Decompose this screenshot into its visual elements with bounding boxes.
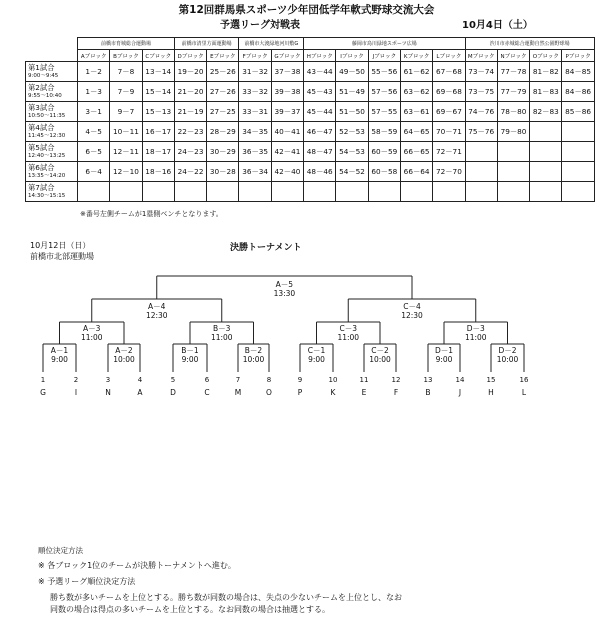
matchup-cell: 63－62	[400, 82, 432, 102]
first-round-match	[369, 346, 391, 364]
seed-number: 5	[170, 376, 176, 384]
matchup-cell: 27－26	[207, 82, 239, 102]
first-round-match	[497, 346, 519, 364]
seed-number: 11	[359, 376, 369, 384]
matchup-cell: 27－25	[207, 102, 239, 122]
matchup-cell: 81－83	[530, 82, 562, 102]
seed-team: P	[297, 388, 303, 397]
game-label: 第7試合	[28, 182, 55, 192]
matchup-cell: 60－58	[368, 162, 400, 182]
seed-number: 12	[391, 376, 401, 384]
game-label: 第3試合	[28, 102, 55, 112]
block-header: Oブロック	[530, 50, 562, 62]
ranking-rule-3: 勝ち数が多いチームを上位とする。勝ち数が同数の場合は、失点の少ないチームを上位とし、なお	[50, 593, 402, 602]
matchup-cell: 4－5	[78, 122, 110, 142]
matchup-cell: 30－29	[207, 142, 239, 162]
seed-team: J	[458, 388, 462, 397]
matchup-cell: 69－68	[433, 82, 465, 102]
seed-team: H	[488, 388, 494, 397]
matchup-cell: 79－80	[497, 122, 529, 142]
matchup-cell: 64－65	[400, 122, 432, 142]
matchup-cell: 54－52	[336, 162, 368, 182]
match-time: 12:30	[145, 311, 168, 320]
first-round-match	[308, 346, 326, 364]
seed-team: N	[105, 388, 111, 397]
seed-number: 7	[235, 376, 241, 384]
matchup-cell: 19－20	[174, 62, 206, 82]
venue-header: 前橋市大渡緑地河川敷G	[239, 38, 304, 50]
matchup-cell: 45－44	[304, 102, 336, 122]
seed-number: 9	[297, 376, 303, 384]
venue-header: 渋川市赤城総合運動自然公園野球場	[465, 38, 594, 50]
game-time: 9:00～9:45	[28, 72, 59, 79]
match-time: 11:00	[210, 333, 233, 342]
matchup-cell: 75－76	[465, 122, 497, 142]
matchup-cell: 58－59	[368, 122, 400, 142]
matchup-cell: 60－59	[368, 142, 400, 162]
document-title: 第12回群馬県スポーツ少年団低学年軟式野球交流大会	[178, 4, 435, 16]
matchup-cell: 55－56	[368, 62, 400, 82]
matchup-cell: 31－32	[239, 62, 271, 82]
matchup-cell: 39－37	[271, 102, 303, 122]
seed-number: 13	[423, 376, 433, 384]
matchup-cell: 46－47	[304, 122, 336, 142]
tournament-title: 決勝トーナメント	[230, 243, 302, 253]
semifinal-match	[401, 302, 423, 320]
matchup-cell: 15－14	[142, 82, 174, 102]
matchup-cell: 52－53	[336, 122, 368, 142]
matchup-cell: 21－19	[174, 102, 206, 122]
matchup-cell: 15－13	[142, 102, 174, 122]
match-time: 10:00	[242, 355, 265, 364]
match-label: B－1	[181, 346, 199, 355]
first-round-match	[243, 346, 265, 364]
seed-number: 1	[40, 376, 46, 384]
venue-header: 藤岡市鳥川緑地スポーツ広場	[304, 38, 465, 50]
match-time: 9:00	[308, 355, 325, 364]
game-label: 第1試合	[28, 62, 55, 72]
block-header: Nブロック	[497, 50, 529, 62]
matchup-cell: 13－14	[142, 62, 174, 82]
quarterfinal-match	[337, 324, 359, 342]
seed-number: 4	[137, 376, 143, 384]
matchup-cell: 74－76	[465, 102, 497, 122]
matchup-cell: 81－82	[530, 62, 562, 82]
matchup-cell: 22－23	[174, 122, 206, 142]
seed-team: M	[234, 388, 242, 397]
block-header: Pブロック	[562, 50, 594, 62]
seed-number: 3	[105, 376, 111, 384]
seed-team: F	[393, 388, 399, 397]
quarterfinal-match	[81, 324, 103, 342]
seed-team: O	[266, 388, 272, 397]
block-header: Lブロック	[433, 50, 465, 62]
matchup-cell: 16－17	[142, 122, 174, 142]
match-time: 11:00	[337, 333, 360, 342]
seed-number: 8	[266, 376, 272, 384]
match-label: C－3	[339, 324, 357, 333]
game-time: 12:40～13:25	[28, 152, 66, 159]
matchup-cell: 33－32	[239, 82, 271, 102]
matchup-cell: 57－55	[368, 102, 400, 122]
matchup-cell: 18－16	[142, 162, 174, 182]
first-round-match	[181, 346, 198, 364]
matchup-cell: 66－64	[400, 162, 432, 182]
venue-header: 前橋市清里方面運動場	[174, 38, 239, 50]
matchup-cell: 70－71	[433, 122, 465, 142]
match-time: 10:00	[113, 355, 135, 364]
block-header: Bブロック	[110, 50, 142, 62]
matchup-cell: 40－41	[271, 122, 303, 142]
matchup-cell: 61－62	[400, 62, 432, 82]
seed-team: K	[330, 388, 336, 397]
quarterfinal-match	[211, 324, 233, 342]
matchup-cell: 72－70	[433, 162, 465, 182]
block-header: Kブロック	[400, 50, 432, 62]
game-time: 13:35～14:20	[28, 172, 66, 179]
block-header: Mブロック	[465, 50, 497, 62]
ranking-rule-1: ※ 各ブロック1位のチームが決勝トーナメントへ進む。	[38, 561, 236, 570]
block-header: Hブロック	[304, 50, 336, 62]
matchup-cell: 77－79	[497, 82, 529, 102]
match-label: C－2	[371, 346, 389, 355]
matchup-cell: 51－50	[336, 102, 368, 122]
matchup-cell: 45－43	[304, 82, 336, 102]
game-time: 10:50～11:35	[28, 112, 66, 119]
seed-team: C	[204, 388, 210, 397]
match-label: D－2	[498, 346, 517, 355]
matchup-cell: 42－40	[271, 162, 303, 182]
matchup-cell: 84－85	[562, 62, 594, 82]
game-time: 11:45～12:30	[28, 132, 66, 139]
document-subtitle: 予選リーグ対戦表	[220, 20, 300, 31]
seed-team: I	[74, 388, 78, 397]
match-time: 12:30	[401, 311, 423, 320]
match-time: 11:00	[80, 333, 103, 342]
matchup-cell: 66－65	[400, 142, 432, 162]
matchup-cell: 85－86	[562, 102, 594, 122]
matchup-cell: 36－35	[239, 142, 271, 162]
matchup-cell: 9－7	[110, 102, 142, 122]
match-label: D－1	[434, 346, 454, 355]
matchup-cell: 6－5	[78, 142, 110, 162]
matchup-cell: 25－26	[207, 62, 239, 82]
matchup-cell: 33－31	[239, 102, 271, 122]
matchup-cell: 6－4	[78, 162, 110, 182]
match-label: C－1	[307, 346, 326, 355]
matchup-cell: 49－50	[336, 62, 368, 82]
block-header: Jブロック	[368, 50, 400, 62]
block-header: Iブロック	[336, 50, 368, 62]
match-label: A－2	[115, 346, 133, 355]
matchup-cell: 69－67	[433, 102, 465, 122]
matchup-cell: 21－20	[174, 82, 206, 102]
block-header: Dブロック	[174, 50, 206, 62]
matchup-cell: 37－38	[271, 62, 303, 82]
matchup-cell: 7－8	[110, 62, 142, 82]
tournament-date: 10月12日（日）	[30, 241, 91, 250]
ranking-rule-2: ※ 予選リーグ順位決定方法	[38, 577, 136, 586]
game-label: 第5試合	[28, 142, 55, 152]
bench-note: ※番号左側チームが1塁側ベンチとなります。	[80, 210, 223, 218]
match-label: A－5	[275, 280, 294, 289]
seed-number: 16	[519, 376, 529, 384]
matchup-cell: 43－44	[304, 62, 336, 82]
match-time: 9:00	[435, 355, 453, 364]
matchup-cell: 24－22	[174, 162, 206, 182]
match-time: 10:00	[369, 355, 391, 364]
ranking-title: 順位決定方法	[38, 546, 83, 555]
matchup-cell: 28－29	[207, 122, 239, 142]
matchup-cell: 12－11	[110, 142, 142, 162]
ranking-rule-4: 同数の場合は得点の多いチームを上位とする。なお同数の場合は抽選とする。	[50, 605, 330, 614]
matchup-cell: 72－71	[433, 142, 465, 162]
seed-team: B	[425, 388, 431, 397]
block-header: Cブロック	[142, 50, 174, 62]
matchup-cell: 54－53	[336, 142, 368, 162]
seed-number: 10	[328, 376, 338, 384]
seed-number: 6	[204, 376, 210, 384]
matchup-cell: 84－86	[562, 82, 594, 102]
match-time: 9:00	[181, 355, 199, 364]
matchup-cell: 1－2	[78, 62, 110, 82]
seed-team: G	[40, 388, 46, 397]
matchup-cell: 73－74	[465, 62, 497, 82]
block-header: Gブロック	[271, 50, 303, 62]
block-header: Fブロック	[239, 50, 271, 62]
quarterfinal-match	[465, 324, 487, 342]
matchup-cell: 82－83	[530, 102, 562, 122]
matchup-cell: 34－35	[239, 122, 271, 142]
match-label: A－1	[50, 346, 69, 355]
tournament-place: 前橋市北部運動場	[30, 252, 94, 261]
matchup-cell: 77－78	[497, 62, 529, 82]
match-label: B－3	[213, 324, 231, 333]
matchup-cell: 12－10	[110, 162, 142, 182]
venue-header: 前橋市育城総合運動場	[78, 38, 175, 50]
match-time: 13:30	[273, 289, 296, 298]
final-match	[274, 280, 296, 298]
matchup-cell: 48－47	[304, 142, 336, 162]
matchup-cell: 10－11	[110, 122, 142, 142]
game-label: 第2試合	[28, 82, 55, 92]
league-date: 10月4日（土）	[462, 20, 533, 31]
game-time: 9:55～10:40	[28, 92, 62, 99]
block-header: Aブロック	[78, 50, 110, 62]
game-label: 第6試合	[28, 162, 55, 172]
seed-team: D	[170, 388, 176, 397]
matchup-cell: 51－49	[336, 82, 368, 102]
match-time: 10:00	[496, 355, 519, 364]
matchup-cell: 1－3	[78, 82, 110, 102]
seed-team: A	[137, 388, 143, 397]
match-label: B－2	[244, 346, 263, 355]
matchup-cell: 42－41	[271, 142, 303, 162]
seed-team: L	[521, 388, 527, 397]
matchup-cell: 3－1	[78, 102, 110, 122]
game-time: 14:30～15:15	[28, 192, 66, 199]
matchup-cell: 48－46	[304, 162, 336, 182]
block-header: Eブロック	[207, 50, 239, 62]
matchup-cell: 67－68	[433, 62, 465, 82]
first-round-match	[113, 346, 135, 364]
matchup-cell: 39－38	[271, 82, 303, 102]
match-label: D－3	[466, 324, 485, 333]
matchup-cell: 73－75	[465, 82, 497, 102]
matchup-cell: 30－28	[207, 162, 239, 182]
seed-number: 14	[455, 376, 465, 384]
match-label: A－3	[83, 324, 101, 333]
seed-number: 15	[486, 376, 496, 384]
seed-number: 2	[73, 376, 79, 384]
match-time: 11:00	[464, 333, 487, 342]
matchup-cell: 7－9	[110, 82, 142, 102]
match-label: C－4	[403, 302, 421, 311]
game-label: 第4試合	[28, 122, 55, 132]
matchup-cell: 36－34	[239, 162, 271, 182]
matchup-cell: 24－23	[174, 142, 206, 162]
first-round-match	[435, 346, 453, 364]
match-time: 9:00	[51, 355, 68, 364]
seed-team: E	[361, 388, 367, 397]
matchup-cell: 18－17	[142, 142, 174, 162]
matchup-cell: 63－61	[400, 102, 432, 122]
first-round-match	[51, 346, 68, 364]
match-label: A－4	[148, 302, 166, 311]
matchup-cell: 78－80	[497, 102, 529, 122]
semifinal-match	[146, 302, 168, 320]
matchup-cell: 57－56	[368, 82, 400, 102]
